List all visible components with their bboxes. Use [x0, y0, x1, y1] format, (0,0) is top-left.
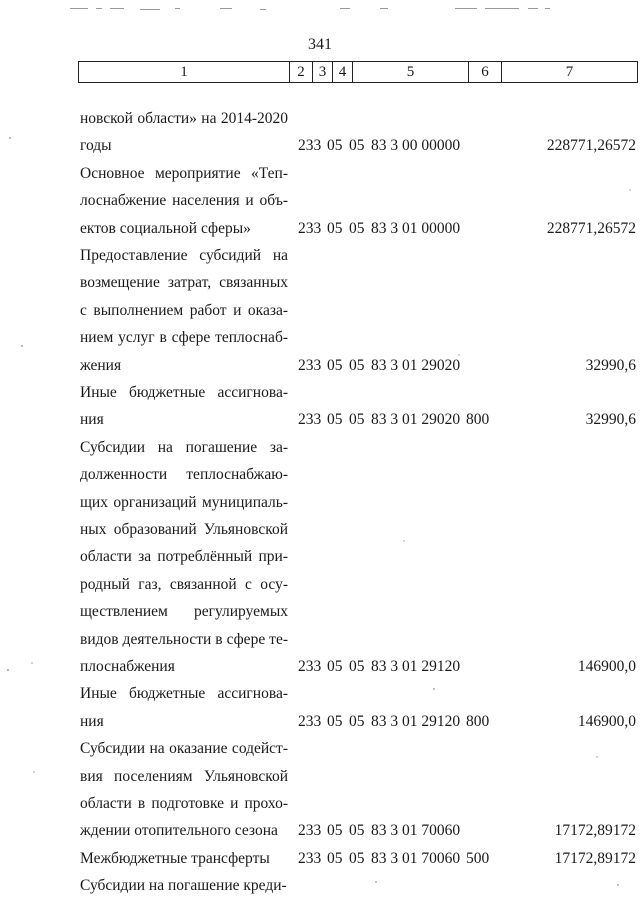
- column-header-1: 1: [79, 62, 290, 83]
- row-description-line: Межбюджетные трансферты: [80, 849, 270, 867]
- cell-section-code: 05: [327, 411, 343, 429]
- cell-expense-type-code: 800: [466, 712, 490, 730]
- row-description-line: с выполнением работ и оказа-: [80, 301, 288, 319]
- cell-amount: 146900,0: [577, 658, 636, 675]
- cell-expense-type-code: 500: [466, 849, 490, 867]
- cell-target-article-code: 83 3 01 29020: [371, 356, 461, 374]
- cell-section-code: 05: [327, 822, 343, 840]
- row-description-line: нием услуг в сфере теплоснаб-: [80, 329, 288, 347]
- cell-section-code: 05: [327, 849, 343, 867]
- cell-subsection-code: 05: [349, 356, 365, 374]
- cell-ministry-code: 233: [298, 356, 322, 374]
- cell-amount: 32990,6: [585, 356, 636, 374]
- cell-ministry-code: 233: [298, 219, 322, 237]
- cell-section-code: 05: [327, 137, 343, 155]
- cell-ministry-code: 233: [298, 137, 322, 155]
- cell-ministry-code: 233: [298, 658, 322, 675]
- row-description-line: лоснабжение населения и объ-: [80, 192, 288, 210]
- column-header-3: 3: [313, 62, 333, 83]
- row-description-line: ектов социальной сферы»: [80, 219, 251, 237]
- row-description-line: ществлением регулируемых: [80, 603, 288, 621]
- row-description-line: Субсидии на погашение за-: [80, 438, 288, 456]
- column-header-table: [78, 61, 638, 83]
- cell-section-code: 05: [327, 356, 343, 374]
- cell-ministry-code: 233: [298, 822, 322, 840]
- column-header-7: 7: [502, 62, 638, 83]
- row-description-line: ния: [80, 411, 104, 429]
- row-description-line: родный газ, связанной с осу-: [80, 575, 288, 593]
- column-header-6: 6: [469, 62, 502, 83]
- cell-amount: 17172,89172: [554, 849, 636, 867]
- cell-section-code: 05: [327, 219, 343, 237]
- row-description-line: возмещение затрат, связанных: [80, 274, 288, 292]
- cell-ministry-code: 233: [298, 849, 322, 867]
- cell-target-article-code: 83 3 01 70060: [371, 822, 461, 840]
- row-description-line: ждении отопительного сезона: [80, 822, 278, 840]
- cell-subsection-code: 05: [349, 411, 365, 429]
- column-header-4: 4: [333, 62, 353, 83]
- cell-subsection-code: 05: [349, 712, 365, 730]
- cell-target-article-code: 83 3 01 70060: [371, 849, 461, 867]
- row-description-line: годы: [80, 137, 112, 155]
- cell-ministry-code: 233: [298, 712, 322, 730]
- column-header-2: 2: [290, 62, 313, 83]
- row-description-line: ных образований Ульяновской: [80, 521, 288, 538]
- cell-target-article-code: 83 3 01 29120: [371, 712, 461, 730]
- row-description-line: Предоставление субсидий на: [80, 247, 288, 264]
- cell-subsection-code: 05: [349, 137, 365, 155]
- cell-subsection-code: 05: [349, 219, 365, 237]
- cell-target-article-code: 83 3 00 00000: [371, 137, 461, 155]
- cell-subsection-code: 05: [349, 849, 365, 867]
- cell-ministry-code: 233: [298, 411, 322, 429]
- cell-section-code: 05: [327, 658, 343, 675]
- row-description-line: новской области» на 2014-2020: [80, 110, 288, 127]
- row-description-line: щих организаций муниципаль-: [80, 493, 288, 511]
- cell-amount: 17172,89172: [554, 822, 636, 840]
- cell-amount: 32990,6: [585, 411, 636, 429]
- cell-subsection-code: 05: [349, 658, 365, 675]
- row-description-line: жения: [80, 356, 122, 374]
- row-description-line: Иные бюджетные ассигнова-: [80, 685, 288, 703]
- cell-amount: 228771,26572: [546, 137, 636, 155]
- cell-amount: 146900,0: [577, 712, 636, 730]
- cell-section-code: 05: [327, 712, 343, 730]
- row-description-line: вия поселениям Ульяновской: [80, 767, 288, 785]
- column-header-row: [79, 62, 638, 83]
- column-header-5: 5: [353, 62, 469, 83]
- cell-target-article-code: 83 3 01 00000: [371, 219, 461, 237]
- row-description-line: долженности теплоснабжаю-: [80, 466, 288, 484]
- row-description-line: области в подготовке и прохо-: [80, 795, 288, 812]
- page-number: 341: [308, 36, 332, 53]
- row-description-line: Субсидии на оказание содейст-: [80, 740, 288, 758]
- row-description-line: видов деятельности в сфере те-: [80, 630, 288, 648]
- row-description-line: Иные бюджетные ассигнова-: [80, 384, 288, 401]
- cell-target-article-code: 83 3 01 29020: [371, 411, 461, 429]
- cell-target-article-code: 83 3 01 29120: [371, 658, 461, 675]
- row-description-line: плоснабжения: [80, 658, 175, 675]
- row-description-line: ния: [80, 712, 104, 730]
- row-description-line: Основное мероприятие «Теп-: [80, 164, 288, 182]
- row-description-line: Субсидии на погашение креди-: [80, 877, 287, 895]
- row-description-line: области за потреблённый при-: [80, 548, 288, 566]
- cell-amount: 228771,26572: [546, 219, 636, 237]
- cell-expense-type-code: 800: [466, 411, 490, 429]
- cell-subsection-code: 05: [349, 822, 365, 840]
